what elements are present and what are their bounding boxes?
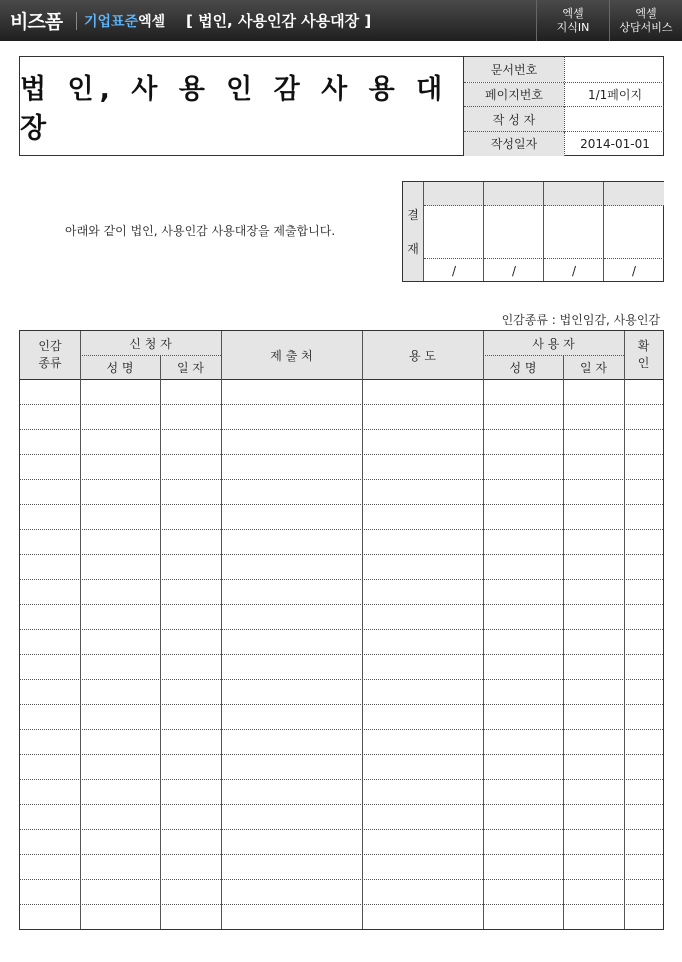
table-cell[interactable]	[221, 654, 362, 679]
table-cell[interactable]	[20, 379, 80, 404]
approval-date[interactable]: /	[424, 258, 484, 282]
header-text: 인감	[38, 339, 62, 353]
table-cell[interactable]	[20, 904, 80, 929]
table-cell[interactable]	[80, 379, 160, 404]
bizform-logo[interactable]: 비즈폼	[10, 11, 63, 33]
table-cell[interactable]	[563, 454, 624, 479]
document-meta	[463, 57, 664, 155]
approval-label-top: 결	[407, 207, 419, 222]
table-cell[interactable]	[80, 529, 160, 554]
table-cell[interactable]	[221, 404, 362, 429]
table-cell[interactable]	[160, 854, 221, 879]
table-cell[interactable]	[160, 779, 221, 804]
table-cell[interactable]	[221, 754, 362, 779]
meta-label: 작성일자	[464, 132, 564, 157]
table-cell[interactable]	[624, 754, 663, 779]
table-cell[interactable]	[160, 479, 221, 504]
table-cell[interactable]	[20, 729, 80, 754]
meta-label: 작 성 자	[464, 107, 564, 132]
table-cell[interactable]	[80, 479, 160, 504]
table-cell[interactable]	[362, 604, 483, 629]
table-cell[interactable]	[362, 429, 483, 454]
table-cell[interactable]	[221, 879, 362, 904]
approval-slot[interactable]	[543, 182, 604, 281]
table-cell[interactable]	[80, 829, 160, 854]
table-cell[interactable]	[624, 579, 663, 604]
table-cell[interactable]	[20, 479, 80, 504]
table-cell[interactable]	[160, 754, 221, 779]
table-cell[interactable]	[80, 654, 160, 679]
table-cell[interactable]	[624, 904, 663, 929]
table-cell[interactable]	[221, 729, 362, 754]
table-cell[interactable]	[362, 904, 483, 929]
table-cell[interactable]	[563, 604, 624, 629]
table-cell[interactable]	[20, 879, 80, 904]
table-cell[interactable]	[624, 804, 663, 829]
header-applicant-name: 성 명	[80, 355, 160, 379]
table-cell[interactable]	[160, 404, 221, 429]
approval-slot-header[interactable]	[424, 182, 484, 206]
table-cell[interactable]	[80, 754, 160, 779]
table-cell[interactable]	[624, 529, 663, 554]
table-cell[interactable]	[483, 479, 563, 504]
meta-value[interactable]	[564, 107, 665, 132]
table-cell[interactable]	[20, 404, 80, 429]
table-cell[interactable]	[563, 404, 624, 429]
header-divider	[80, 355, 221, 356]
header-text: 인	[637, 356, 650, 370]
table-cell[interactable]	[221, 579, 362, 604]
header-divider	[483, 355, 624, 356]
table-cell[interactable]	[80, 779, 160, 804]
table-cell[interactable]	[563, 529, 624, 554]
header-applicant-date: 일 자	[160, 355, 221, 379]
table-cell[interactable]	[483, 529, 563, 554]
table-cell[interactable]	[483, 604, 563, 629]
meta-value[interactable]: 2014-01-01	[564, 132, 665, 157]
table-cell[interactable]	[483, 504, 563, 529]
meta-row	[464, 131, 664, 157]
table-cell[interactable]	[80, 729, 160, 754]
table-cell[interactable]	[483, 779, 563, 804]
table-cell[interactable]	[483, 629, 563, 654]
approval-label	[403, 182, 424, 281]
table-cell[interactable]	[221, 504, 362, 529]
excel-consult-button[interactable]	[609, 0, 682, 41]
table-cell[interactable]	[563, 504, 624, 529]
table-cell[interactable]	[563, 829, 624, 854]
table-cell[interactable]	[563, 679, 624, 704]
meta-value[interactable]	[564, 57, 665, 82]
table-cell[interactable]	[221, 829, 362, 854]
table-cell[interactable]	[362, 704, 483, 729]
table-cell[interactable]	[160, 704, 221, 729]
table-cell[interactable]	[160, 529, 221, 554]
table-cell[interactable]	[362, 779, 483, 804]
excel-knowledge-button[interactable]	[536, 0, 609, 41]
table-cell[interactable]	[563, 779, 624, 804]
header-text: 확	[637, 339, 650, 353]
table-cell[interactable]	[80, 504, 160, 529]
table-cell[interactable]	[221, 779, 362, 804]
header-destination: 제 출 처	[221, 331, 362, 379]
table-cell[interactable]	[80, 679, 160, 704]
table-cell[interactable]	[221, 904, 362, 929]
table-cell[interactable]	[160, 654, 221, 679]
table-cell[interactable]	[20, 554, 80, 579]
table-cell[interactable]	[483, 904, 563, 929]
table-cell[interactable]	[624, 854, 663, 879]
table-cell[interactable]	[483, 879, 563, 904]
table-cell[interactable]	[221, 379, 362, 404]
table-cell[interactable]	[563, 579, 624, 604]
table-cell[interactable]	[483, 554, 563, 579]
table-cell[interactable]	[80, 604, 160, 629]
table-cell[interactable]	[563, 629, 624, 654]
table-cell[interactable]	[624, 454, 663, 479]
table-cell[interactable]	[362, 479, 483, 504]
approval-slot-header[interactable]	[544, 182, 604, 206]
button-line: 엑셀	[635, 6, 657, 20]
table-cell[interactable]	[483, 854, 563, 879]
meta-row	[464, 106, 664, 132]
table-cell[interactable]	[160, 604, 221, 629]
table-cell[interactable]	[624, 629, 663, 654]
table-cell[interactable]	[483, 704, 563, 729]
table-cell[interactable]	[20, 829, 80, 854]
meta-label: 문서번호	[464, 57, 564, 82]
meta-row	[464, 82, 664, 108]
table-cell[interactable]	[563, 879, 624, 904]
table-cell[interactable]	[160, 879, 221, 904]
meta-label: 페이지번호	[464, 83, 564, 108]
table-cell[interactable]	[483, 579, 563, 604]
table-cell[interactable]	[221, 804, 362, 829]
table-cell[interactable]	[624, 879, 663, 904]
table-cell[interactable]	[80, 454, 160, 479]
table-cell[interactable]	[20, 429, 80, 454]
table-cell[interactable]	[362, 654, 483, 679]
table-cell[interactable]	[221, 704, 362, 729]
table-cell[interactable]	[80, 854, 160, 879]
table-cell[interactable]	[563, 804, 624, 829]
table-cell[interactable]	[80, 629, 160, 654]
table-cell[interactable]	[362, 879, 483, 904]
table-cell[interactable]	[624, 829, 663, 854]
header-user-date: 일 자	[563, 355, 624, 379]
page-title: [ 법인, 사용인감 사용대장 ]	[186, 12, 372, 30]
table-cell[interactable]	[80, 429, 160, 454]
table-cell[interactable]	[362, 404, 483, 429]
table-cell[interactable]	[80, 879, 160, 904]
table-cell[interactable]	[221, 454, 362, 479]
table-cell[interactable]	[20, 579, 80, 604]
table-cell[interactable]	[483, 754, 563, 779]
table-cell[interactable]	[483, 654, 563, 679]
table-cell[interactable]	[160, 454, 221, 479]
table-cell[interactable]	[221, 554, 362, 579]
table-cell[interactable]	[160, 829, 221, 854]
approval-slot-header[interactable]	[604, 182, 664, 206]
table-cell[interactable]	[221, 604, 362, 629]
table-cell[interactable]	[20, 629, 80, 654]
header-confirm	[624, 331, 663, 379]
table-cell[interactable]	[80, 404, 160, 429]
table-cell[interactable]	[563, 479, 624, 504]
table-cell[interactable]	[221, 479, 362, 504]
table-cell[interactable]	[221, 529, 362, 554]
table-cell[interactable]	[483, 829, 563, 854]
table-cell[interactable]	[483, 729, 563, 754]
table-cell[interactable]	[624, 379, 663, 404]
seal-type-legend: 인감종류 : 법인임감, 사용인감	[501, 313, 660, 327]
table-cell[interactable]	[563, 429, 624, 454]
table-cell[interactable]	[483, 454, 563, 479]
approval-box	[402, 181, 664, 282]
table-cell[interactable]	[20, 679, 80, 704]
table-cell[interactable]	[80, 804, 160, 829]
table-cell[interactable]	[362, 679, 483, 704]
table-cell[interactable]	[221, 429, 362, 454]
table-cell[interactable]	[362, 579, 483, 604]
table-cell[interactable]	[483, 679, 563, 704]
table-cell[interactable]	[80, 579, 160, 604]
table-cell[interactable]	[624, 404, 663, 429]
table-cell[interactable]	[221, 629, 362, 654]
table-cell[interactable]	[362, 529, 483, 554]
table-cell[interactable]	[160, 379, 221, 404]
table-cell[interactable]	[160, 554, 221, 579]
divider	[76, 12, 77, 30]
header-user-group: 사 용 자	[483, 331, 624, 355]
button-line: 엑셀	[562, 6, 584, 20]
table-cell[interactable]	[624, 554, 663, 579]
table-cell[interactable]	[20, 504, 80, 529]
table-cell[interactable]	[20, 704, 80, 729]
table-cell[interactable]	[20, 529, 80, 554]
meta-row	[464, 57, 664, 82]
table-cell[interactable]	[20, 854, 80, 879]
table-cell[interactable]	[563, 754, 624, 779]
header-text: 종류	[38, 356, 62, 370]
table-cell[interactable]	[624, 504, 663, 529]
table-cell[interactable]	[160, 629, 221, 654]
meta-value[interactable]: 1/1페이지	[564, 83, 665, 108]
table-cell[interactable]	[563, 704, 624, 729]
header-applicant-group: 신 청 자	[80, 331, 221, 355]
table-cell[interactable]	[20, 779, 80, 804]
table-cell[interactable]	[563, 854, 624, 879]
table-cell[interactable]	[20, 654, 80, 679]
table-cell[interactable]	[483, 804, 563, 829]
table-cell[interactable]	[20, 804, 80, 829]
brand-label[interactable]	[84, 11, 165, 31]
approval-date[interactable]: /	[604, 258, 664, 282]
button-line: 상담서비스	[619, 20, 673, 34]
table-cell[interactable]	[362, 829, 483, 854]
table-cell[interactable]	[160, 679, 221, 704]
table-cell[interactable]	[624, 654, 663, 679]
table-cell[interactable]	[624, 729, 663, 754]
table-cell[interactable]	[221, 679, 362, 704]
table-cell[interactable]	[160, 904, 221, 929]
table-cell[interactable]	[362, 504, 483, 529]
approval-slot[interactable]	[603, 182, 664, 281]
usage-log-table	[19, 330, 664, 930]
table-cell[interactable]	[483, 404, 563, 429]
approval-label-bottom: 재	[407, 241, 419, 256]
approval-slot[interactable]	[423, 182, 484, 281]
table-cell[interactable]	[483, 379, 563, 404]
document-title: 법 인, 사 용 인 감 사 용 대 장	[20, 74, 449, 144]
table-cell[interactable]	[362, 729, 483, 754]
table-cell[interactable]	[563, 654, 624, 679]
table-cell[interactable]	[20, 604, 80, 629]
table-cell[interactable]	[624, 479, 663, 504]
table-cell[interactable]	[160, 429, 221, 454]
table-cell[interactable]	[624, 679, 663, 704]
table-cell[interactable]	[563, 554, 624, 579]
table-cell[interactable]	[20, 754, 80, 779]
table-cell[interactable]	[362, 454, 483, 479]
table-cell[interactable]	[362, 379, 483, 404]
table-cell[interactable]	[563, 904, 624, 929]
table-cell[interactable]	[20, 454, 80, 479]
statement-text: 아래와 같이 법인, 사용인감 사용대장을 제출합니다.	[65, 224, 336, 238]
table-cell[interactable]	[362, 804, 483, 829]
table-cell[interactable]	[483, 429, 563, 454]
table-cell[interactable]	[80, 554, 160, 579]
table-cell[interactable]	[362, 554, 483, 579]
table-cell[interactable]	[362, 854, 483, 879]
brand-part-b: 엑셀	[138, 14, 166, 30]
table-cell[interactable]	[160, 579, 221, 604]
table-cell[interactable]	[80, 904, 160, 929]
table-cell[interactable]	[624, 779, 663, 804]
header-seal-type	[20, 331, 80, 379]
approval-date[interactable]: /	[544, 258, 604, 282]
table-cell[interactable]	[160, 729, 221, 754]
table-cell[interactable]	[80, 704, 160, 729]
top-bar	[0, 0, 682, 41]
table-cell[interactable]	[362, 754, 483, 779]
approval-date[interactable]: /	[484, 258, 544, 282]
table-cell[interactable]	[563, 729, 624, 754]
brand-part-a: 기업표준	[84, 14, 139, 30]
approval-slot[interactable]	[483, 182, 544, 281]
approval-slot-header[interactable]	[484, 182, 544, 206]
table-cell[interactable]	[624, 704, 663, 729]
table-cell[interactable]	[362, 629, 483, 654]
document-header	[19, 56, 664, 156]
header-purpose: 용 도	[362, 331, 483, 379]
button-line: 지식IN	[556, 20, 590, 34]
header-user-name: 성 명	[483, 355, 563, 379]
table-cell[interactable]	[624, 429, 663, 454]
table-cell[interactable]	[160, 504, 221, 529]
table-cell[interactable]	[160, 804, 221, 829]
table-cell[interactable]	[221, 854, 362, 879]
table-cell[interactable]	[563, 379, 624, 404]
table-cell[interactable]	[624, 604, 663, 629]
